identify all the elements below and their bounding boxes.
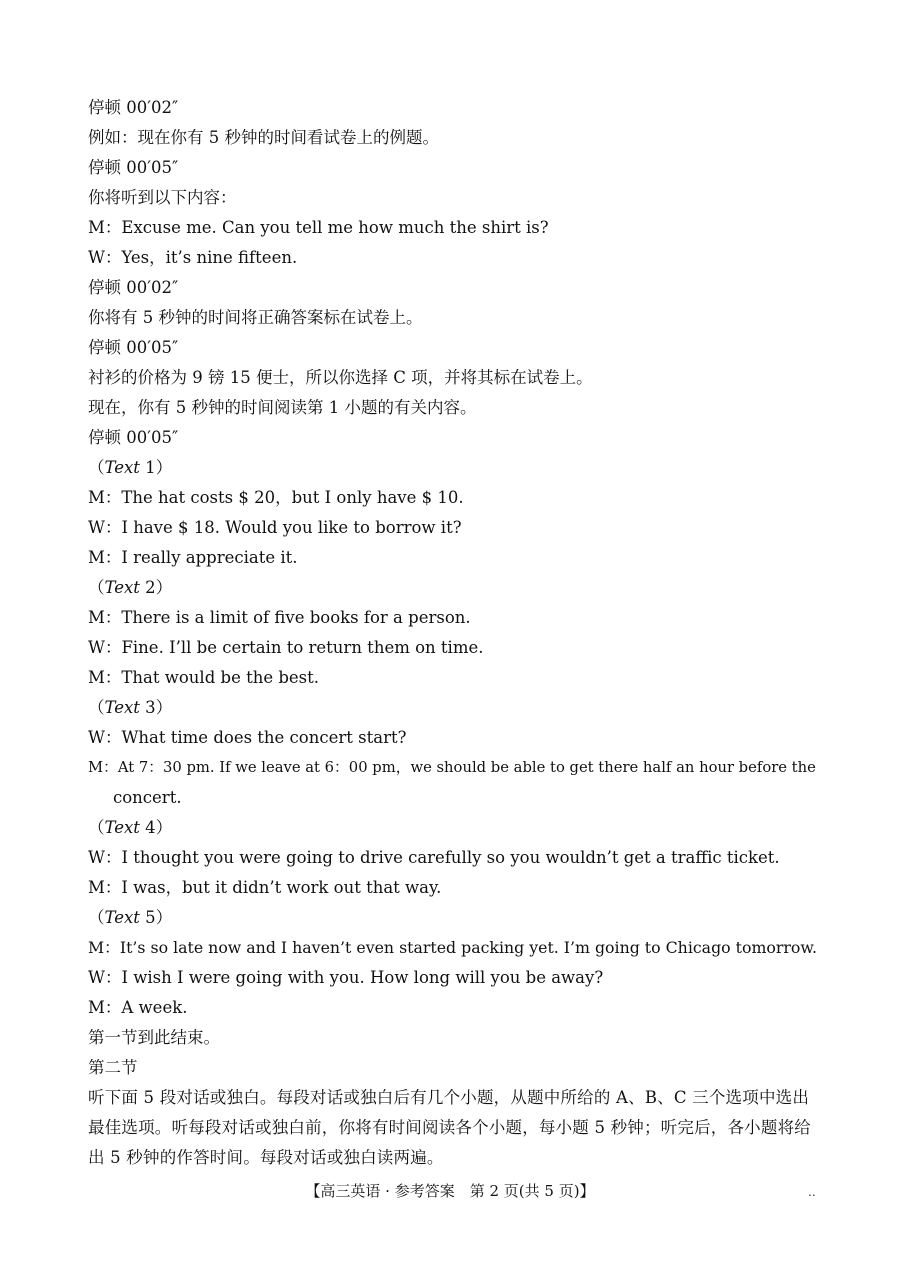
line: M：The hat costs $ 20，but I only have $ 10. (88, 488, 464, 507)
line: 停顿 00′02″ (88, 278, 179, 297)
line: W：I thought you were going to drive carefully so you wouldn’t get a traffic ticket. (88, 848, 780, 867)
line: M：It’s so late now and I haven’t even started packing yet. I’m going to Chicago tomorrow. (88, 938, 818, 957)
line: 例如：现在你有 5 秒钟的时间看试卷上的例题。 (88, 128, 439, 147)
text-label: （Text 4） (88, 818, 173, 837)
line: W：Fine. I’ll be certain to return them on time. (88, 638, 484, 657)
instruction-paragraph: 听下面 5 段对话或独白。每段对话或独白后有几个小题，从题中所给的 A、B、C 三个选项中选出最佳选项。听每段对话或独白前，你将有时间阅读各个小题，每小题 5 秒钟；听完后，各小题将给出 5 秒钟的作答时间。每段对话或独白读两遍。 (88, 1088, 811, 1167)
line: 衬衫的价格为 9 镑 15 便士，所以你选择 C 项，并将其标在试卷上。 (88, 368, 593, 387)
line: W：Yes，it’s nine fifteen. (88, 248, 298, 267)
text-label: （Text 1） (88, 458, 173, 477)
line: 你将听到以下内容： (88, 188, 237, 207)
line: 现在，你有 5 秒钟的时间阅读第 1 小题的有关内容。 (88, 398, 477, 417)
line: W：I have $ 18. Would you like to borrow it? (88, 518, 462, 537)
line: 停顿 00′05″ (88, 338, 179, 357)
line-continuation: concert. (113, 788, 182, 807)
page-footer: 【高三英语 · 参考答案 第 2 页(共 5 页)】 (305, 1182, 595, 1200)
line: M：At 7：30 pm. If we leave at 6：00 pm，we should be able to get there half an hour before the (88, 759, 816, 776)
line: M：I was，but it didn’t work out that way. (88, 878, 442, 897)
line: M：There is a limit of five books for a person. (88, 608, 471, 627)
line: M：I really appreciate it. (88, 548, 298, 567)
text-label: （Text 2） (88, 578, 173, 597)
line: M：A week. (88, 998, 188, 1017)
line: M：That would be the best. (88, 668, 320, 687)
transcript-body (88, 93, 818, 1173)
text-label: （Text 3） (88, 698, 173, 717)
text-label: （Text 5） (88, 908, 173, 927)
corner-mark: .. (808, 1185, 816, 1199)
line: W：What time does the concert start? (88, 728, 407, 747)
line: 停顿 00′05″ (88, 158, 179, 177)
line: W：I wish I were going with you. How long will you be away? (88, 968, 604, 987)
line: 第一节到此结束。 (88, 1028, 220, 1047)
line: 停顿 00′05″ (88, 428, 179, 447)
line: 停顿 00′02″ (88, 98, 179, 117)
section-heading: 第二节 (88, 1058, 138, 1077)
line: 你将有 5 秒钟的时间将正确答案标在试卷上。 (88, 308, 423, 327)
line: M：Excuse me. Can you tell me how much the shirt is? (88, 218, 549, 237)
